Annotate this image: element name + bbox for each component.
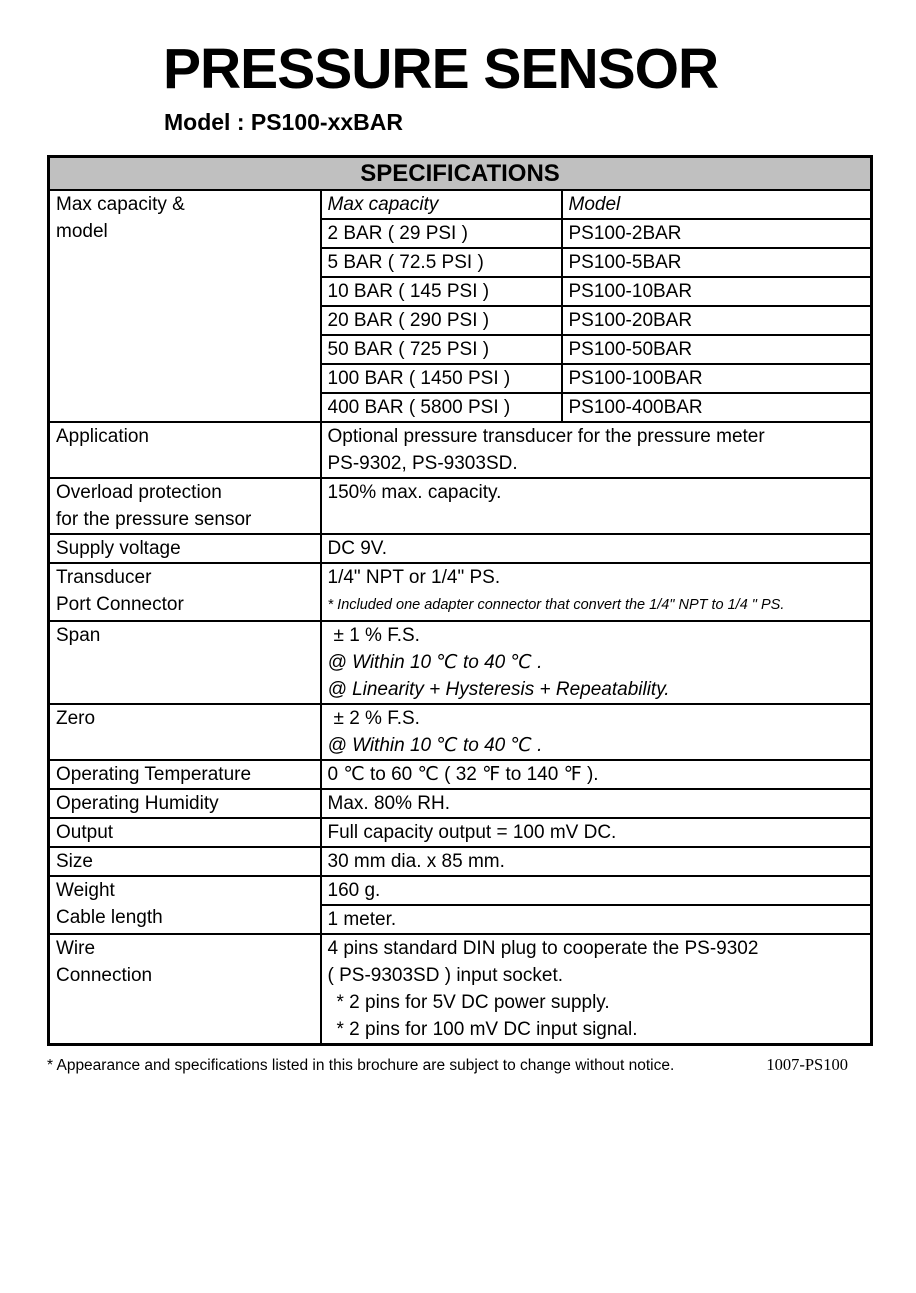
footer-disclaimer: * Appearance and specifications listed in this brochure are subject to change without notice. <box>47 1057 675 1074</box>
spec-label: Operating Humidity <box>49 789 321 818</box>
spec-label-cell <box>49 563 321 621</box>
application-value-line2: PS-9302, PS-9303SD. <box>327 453 518 474</box>
spec-value-cell <box>321 704 872 760</box>
spec-row-overload <box>49 478 872 534</box>
weight-cable-label-cell <box>49 876 321 934</box>
spec-label: Output <box>49 818 321 847</box>
model-subtitle: Model : PS100-xxBAR <box>164 109 404 135</box>
table-header-row <box>49 157 872 191</box>
application-value-line1: Optional pressure transducer for the pressure meter <box>327 426 765 447</box>
spec-label: Span <box>49 621 321 704</box>
model-cell: PS100-5BAR <box>562 248 872 277</box>
capacity-section-label-cell <box>49 190 321 422</box>
spec-value-cell <box>321 563 872 621</box>
specifications-table <box>47 155 873 1046</box>
spec-row-span <box>49 621 872 704</box>
zero-note1: @ Within 10 ℃ to 40 ℃ . <box>327 735 543 756</box>
spec-label-cell <box>49 934 321 1045</box>
table-title: SPECIFICATIONS <box>49 157 872 191</box>
spec-value: 0 ℃ to 60 ℃ ( 32 ℉ to 140 ℉ ). <box>321 760 872 789</box>
model-cell: PS100-10BAR <box>562 277 872 306</box>
model-cell: PS100-400BAR <box>562 393 872 422</box>
wire-label-line2: Connection <box>56 965 153 986</box>
capacity-cell: 20 BAR ( 290 PSI ) <box>321 306 562 335</box>
footer-doc-code: 1007-PS100 <box>766 1055 848 1074</box>
wire-value-line2: ( PS-9303SD ) input socket. <box>327 965 563 986</box>
transducer-value: 1/4" NPT or 1/4" PS. <box>327 567 501 588</box>
spec-row-application <box>49 422 872 478</box>
wire-value-line3: * 2 pins for 5V DC power supply. <box>336 992 610 1013</box>
model-cell: PS100-2BAR <box>562 219 872 248</box>
weight-label: Weight <box>56 880 115 901</box>
wire-value-line1: 4 pins standard DIN plug to cooperate the PS-9302 <box>327 938 759 959</box>
spec-row-supply-voltage <box>49 534 872 563</box>
spec-label: Size <box>49 847 321 876</box>
capacity-label-line1: Max capacity & <box>56 194 185 215</box>
weight-value: 160 g. <box>321 876 872 905</box>
spec-row-weight <box>49 876 872 905</box>
model-cell: PS100-50BAR <box>562 335 872 364</box>
overload-label-line1: Overload protection <box>56 482 222 503</box>
capacity-cell: 5 BAR ( 72.5 PSI ) <box>321 248 562 277</box>
overload-label-line2: for the pressure sensor <box>56 509 252 530</box>
cable-length-label: Cable length <box>56 907 163 928</box>
transducer-note: * Included one adapter connector that convert the 1/4" NPT to 1/4 " PS. <box>327 597 785 613</box>
spec-value: Full capacity output = 100 mV DC. <box>321 818 872 847</box>
capacity-cell: 2 BAR ( 29 PSI ) <box>321 219 562 248</box>
transducer-label-line1: Transducer <box>56 567 152 588</box>
spec-row-size <box>49 847 872 876</box>
spec-value-cell <box>321 422 872 478</box>
column-header-max-capacity: Max capacity <box>321 190 562 219</box>
wire-value-line4: * 2 pins for 100 mV DC input signal. <box>336 1019 638 1040</box>
spec-row-output <box>49 818 872 847</box>
capacity-subheader-row <box>49 190 872 219</box>
span-note2: @ Linearity + Hysteresis + Repeatability. <box>327 679 670 700</box>
spec-row-wire-connection <box>49 934 872 1045</box>
spec-label: Application <box>49 422 321 478</box>
capacity-label-line2: model <box>56 221 108 242</box>
capacity-cell: 50 BAR ( 725 PSI ) <box>321 335 562 364</box>
spec-row-transducer-port <box>49 563 872 621</box>
spec-label-cell <box>49 478 321 534</box>
spec-label: Supply voltage <box>49 534 321 563</box>
span-note1: @ Within 10 ℃ to 40 ℃ . <box>327 652 543 673</box>
spec-value-cell <box>321 621 872 704</box>
spec-row-operating-humidity <box>49 789 872 818</box>
spec-value: 30 mm dia. x 85 mm. <box>321 847 872 876</box>
spec-label: Zero <box>49 704 321 760</box>
spec-label: Operating Temperature <box>49 760 321 789</box>
spec-value-cell <box>321 934 872 1045</box>
spec-value: 150% max. capacity. <box>321 478 872 534</box>
cable-length-value: 1 meter. <box>321 905 872 934</box>
spec-value: Max. 80% RH. <box>321 789 872 818</box>
model-cell: PS100-100BAR <box>562 364 872 393</box>
footer <box>47 1055 870 1076</box>
transducer-label-line2: Port Connector <box>56 594 184 615</box>
capacity-cell: 100 BAR ( 1450 PSI ) <box>321 364 562 393</box>
span-value: ± 1 % F.S. <box>333 625 420 646</box>
wire-label-line1: Wire <box>56 938 96 959</box>
column-header-model: Model <box>562 190 872 219</box>
page-title: PRESSURE SENSOR <box>163 37 719 101</box>
zero-value: ± 2 % F.S. <box>333 708 420 729</box>
spec-row-zero <box>49 704 872 760</box>
spec-row-operating-temperature <box>49 760 872 789</box>
capacity-cell: 10 BAR ( 145 PSI ) <box>321 277 562 306</box>
capacity-cell: 400 BAR ( 5800 PSI ) <box>321 393 562 422</box>
spec-value: DC 9V. <box>321 534 872 563</box>
model-cell: PS100-20BAR <box>562 306 872 335</box>
